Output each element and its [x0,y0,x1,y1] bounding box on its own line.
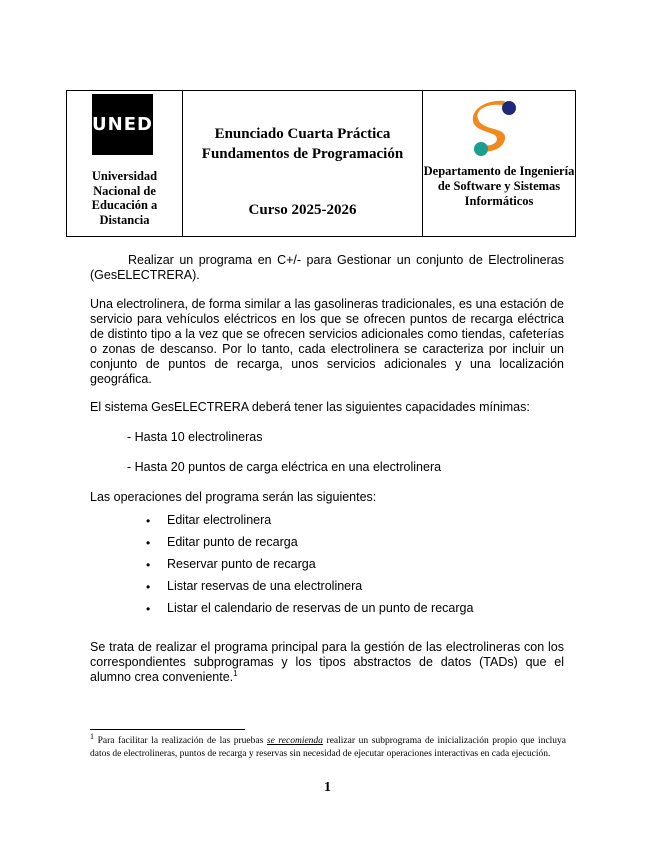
bullet-icon: • [146,536,151,550]
operation-item: Listar el calendario de reservas de un punto de recarga [167,601,474,615]
university-name: Universidad Nacional de Educación a Distancia [91,169,158,227]
closing-paragraph [90,640,564,685]
capacity-item: - Hasta 10 electrolineras [127,430,263,444]
operation-item: Reservar punto de recarga [167,557,316,571]
course-year: Curso 2025-2026 [248,202,357,218]
bullet-icon: • [146,558,151,572]
university-cell [67,91,183,236]
document-title [183,124,422,164]
bullet-icon: • [146,514,151,528]
capacity-item: - Hasta 20 puntos de carga eléctrica en una electrolinera [127,460,442,474]
footnote-marker: 1 [90,731,94,741]
document-title-line1: Enunciado Cuarta Práctica [214,126,391,142]
header-table [66,90,576,237]
intro-paragraph: Realizar un programa en C+/- para Gestionar un conjunto de Electrolineras (GesELECTRERA). [90,253,564,282]
footnote-emphasis: se recomienda [266,736,323,746]
operations-intro: Las operaciones del programa serán las siguientes: [90,490,377,504]
department-logo-icon [467,99,523,159]
footnote-text-before: Para facilitar la realización de las pruebas [97,736,267,746]
operation-item: Editar punto de recarga [167,535,298,549]
footnote-reference[interactable]: 1 [233,668,238,678]
operation-item: Listar reservas de una electrolinera [167,579,363,593]
bullet-icon: • [146,602,151,616]
footnote-divider [90,729,245,730]
operation-item: Editar electrolinera [167,513,272,527]
page-number: 1 [324,780,331,795]
bullet-icon: • [146,580,151,594]
description-paragraph: Una electrolinera, de forma similar a las gasolineras tradicionales, es una estación de servicio para vehículos eléctricos en los que se ofrecen puntos de recarga eléctrica de distinto tipo a la vez que se ofrecen servicios adicionales como tiendas, cafeterías o zonas de descanso. Por lo tanto, cada electrolinera se caracteriza por incluir un conjunto de puntos de recarga, unos servicios adicionales y una localización geográfica. [90,297,564,386]
footnote-text-after: realizar un subprograma de inicialización propio que incluya datos de electrolineras, puntos de recarga y reservas sin necesidad de ejecutar operaciones interactivas en cada ejecución. [90,736,567,759]
closing-text: Se trata de realizar el programa principal para la gestión de las electrolineras con los correspondientes subprogramas y los tipos abstractos de datos (TADs) que el alumno crea conveniente. [90,640,564,684]
capacities-intro: El sistema GesELECTRERA deberá tener las siguientes capacidades mínimas: [90,400,530,414]
department-cell [423,91,575,236]
footnote [90,731,567,761]
document-title-line2: Fundamentos de Programación [201,146,404,162]
uned-logo: UNED [92,94,153,155]
title-cell [183,91,423,236]
department-name: Departamento de Ingeniería de Software y Sistemas Informáticos [423,164,575,208]
